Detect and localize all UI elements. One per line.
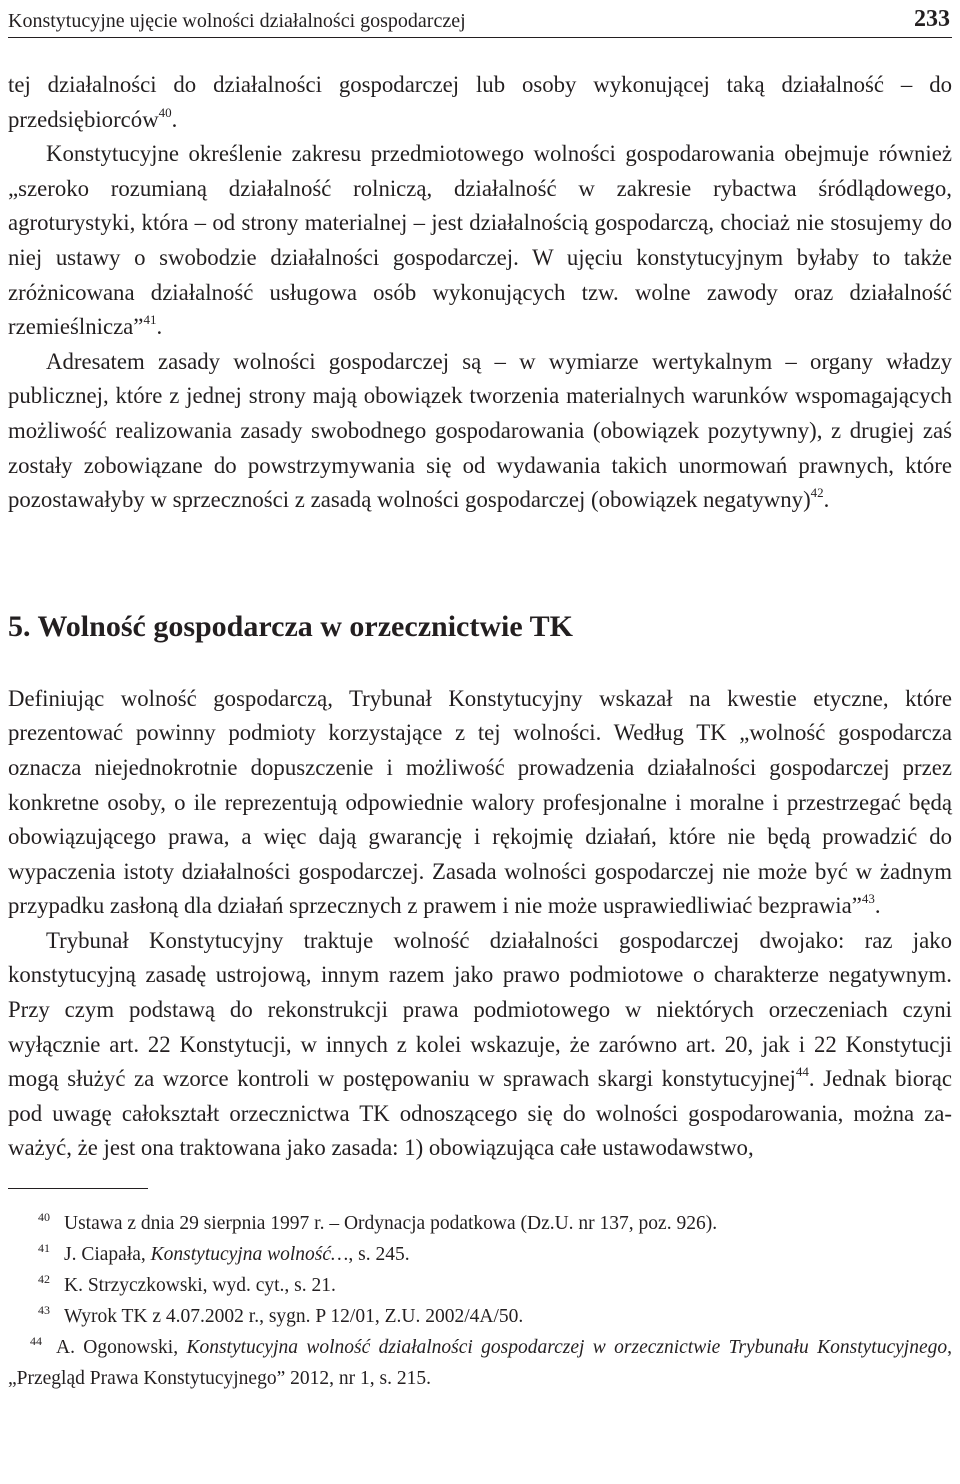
footnote <box>8 1240 952 1271</box>
footnote-number: 40 <box>38 1210 50 1225</box>
paragraph: Definiując wolność gospodarczą, Trybunał Konstytucyjny wskazał na kwestie etyczne, które prezentować powinny podmioty korzystające z tej wolności. Według TK „wolność gospodarcza oznacza niejednokrotnie dopuszczenie i możliwość prowadzenia działalności gospodarczej przez konkretne osoby, o ile reprezentują odpowiednie walory profesjonalne i moralne i przestrzegać będą obowiązującego prawa, a więc dają gwarancję i rękojmię działań, które nie będą prowadzić do wypaczenia istoty działalności gospodarczej. Zasada wolności gospodarczej nie może być w żadnym przypadku zasłoną dla działań sprzecznych z prawem i nie może usprawiedliwiać bezprawia”$^{43}$. <box>8 685 952 919</box>
footnote-number: 43 <box>38 1303 50 1318</box>
footnote-text: J. Ciapała, <box>64 1244 151 1266</box>
footnote-ref[interactable]: 43 <box>861 891 875 907</box>
footnote-number: 41 <box>38 1241 50 1256</box>
footnote-ref[interactable]: 44 <box>795 1064 809 1080</box>
footnote <box>8 1209 952 1240</box>
footnote <box>8 1302 952 1333</box>
footnote <box>8 1333 952 1393</box>
footnote-divider <box>8 1188 148 1189</box>
section-heading: 5. Wolność gospodarcza w orzecznictwie TK <box>8 609 573 643</box>
footnote-number: 44 <box>30 1334 42 1349</box>
body-text <box>8 68 952 1166</box>
footnote-text: A. Ogonowski, <box>56 1337 187 1359</box>
footnote-ref[interactable]: 41 <box>143 312 157 328</box>
running-title: Konstytucyjne ujęcie wolności działalności gospodarczej <box>8 10 466 32</box>
paragraph: Trybunał Konstytucyjny traktuje wolność działalności gospodarczej dwojako: raz jako konstytucyjną zasadę ustrojową, innym razem jako prawo podmiotowe o charakterze negatywnym. Przy czym podstawą do rekonstrukcji prawa podmiotowego w niektórych orzeczeniach czyni wyłącznie art. 22 Konstytucji, w innych z kolei wskazuje, że zarówno art. 20, jak i 22 Konstytucji mogą służyć za wzorce kontroli w postępowaniu w sprawach skargi konstytucyjnej$^{44}$. Jednak biorąc pod uwagę całokształt orzecznictwa TK odnoszącego się do wolności gospodarowania, można zaważyć, że jest ona traktowana jako zasada: 1) obowiązująca całe ustawodawstwo, <box>8 927 952 1161</box>
footnote-ref[interactable]: 42 <box>810 485 824 501</box>
footnote-number: 42 <box>38 1272 50 1287</box>
running-header <box>8 0 952 38</box>
page-number: 233 <box>914 6 950 32</box>
footnote-text: Ustawa z dnia 29 sierpnia 1997 r. – Ordynacja podatkowa (Dz.U. nr 137, poz. 926). <box>64 1213 718 1235</box>
footnotes <box>8 1209 952 1393</box>
footnote-ref[interactable]: 40 <box>158 104 172 120</box>
footnote-text: Konstytucyjna wolność działalności gospodarczej w orzecznictwie Trybunału Konstytucyjnego <box>186 1337 948 1359</box>
footnote-text: Konstytucyjna wolność… <box>150 1244 349 1266</box>
footnote-text: K. Strzyczkowski, wyd. cyt., s. 21. <box>64 1275 336 1297</box>
footnote-text: , „Przegląd Prawa Konstytucyjnego” 2012, nr 1, s. 215. <box>8 1337 952 1390</box>
paragraph: Konstytucyjne określenie zakresu przedmiotowego wolności gospodarowania obejmuje również „szeroko rozumianą działalność rolniczą, działalność w zakresie rybactwa śródlądowego, agroturystyki, która – od strony materialnej – jest działalnością gospodarczą, chociaż nie stosujemy do niej ustawy o swobodzie działalności gospodarczej. W ujęciu konstytucyjnym byłaby to także zróżnicowana działalność usługowa osób wykonujących tzw. wolne zawody oraz działalność rzemieślnicza”$^{41}$. <box>8 141 952 340</box>
footnote-text: Wyrok TK z 4.07.2002 r., sygn. P 12/01, Z.U. 2002/4A/50. <box>64 1306 524 1328</box>
paragraph: Adresatem zasady wolności gospodarczej są – w wymiarze wertykalnym – organy władzy publicznej, które z jednej strony mają obowiązek tworzenia materialnych warunków wspomagających możliwość realizowania zasady swobodnego gospodarowania (obowiązek pozytywny), z drugiej zaś zostały zobowiązane do powstrzymywania się od wydawania takich unormowań prawnych, które pozostawałyby w sprzeczności z zasadą wolności gospodarczej (obowiązek negatywny)$^{42}$. <box>8 348 952 513</box>
paragraph: tej działalności do działalności gospodarczej lub osoby wykonującej taką działalność – do przedsiębiorców$^{40}$. <box>8 72 952 132</box>
footnote <box>8 1271 952 1302</box>
footnote-text: , s. 245. <box>348 1244 410 1266</box>
